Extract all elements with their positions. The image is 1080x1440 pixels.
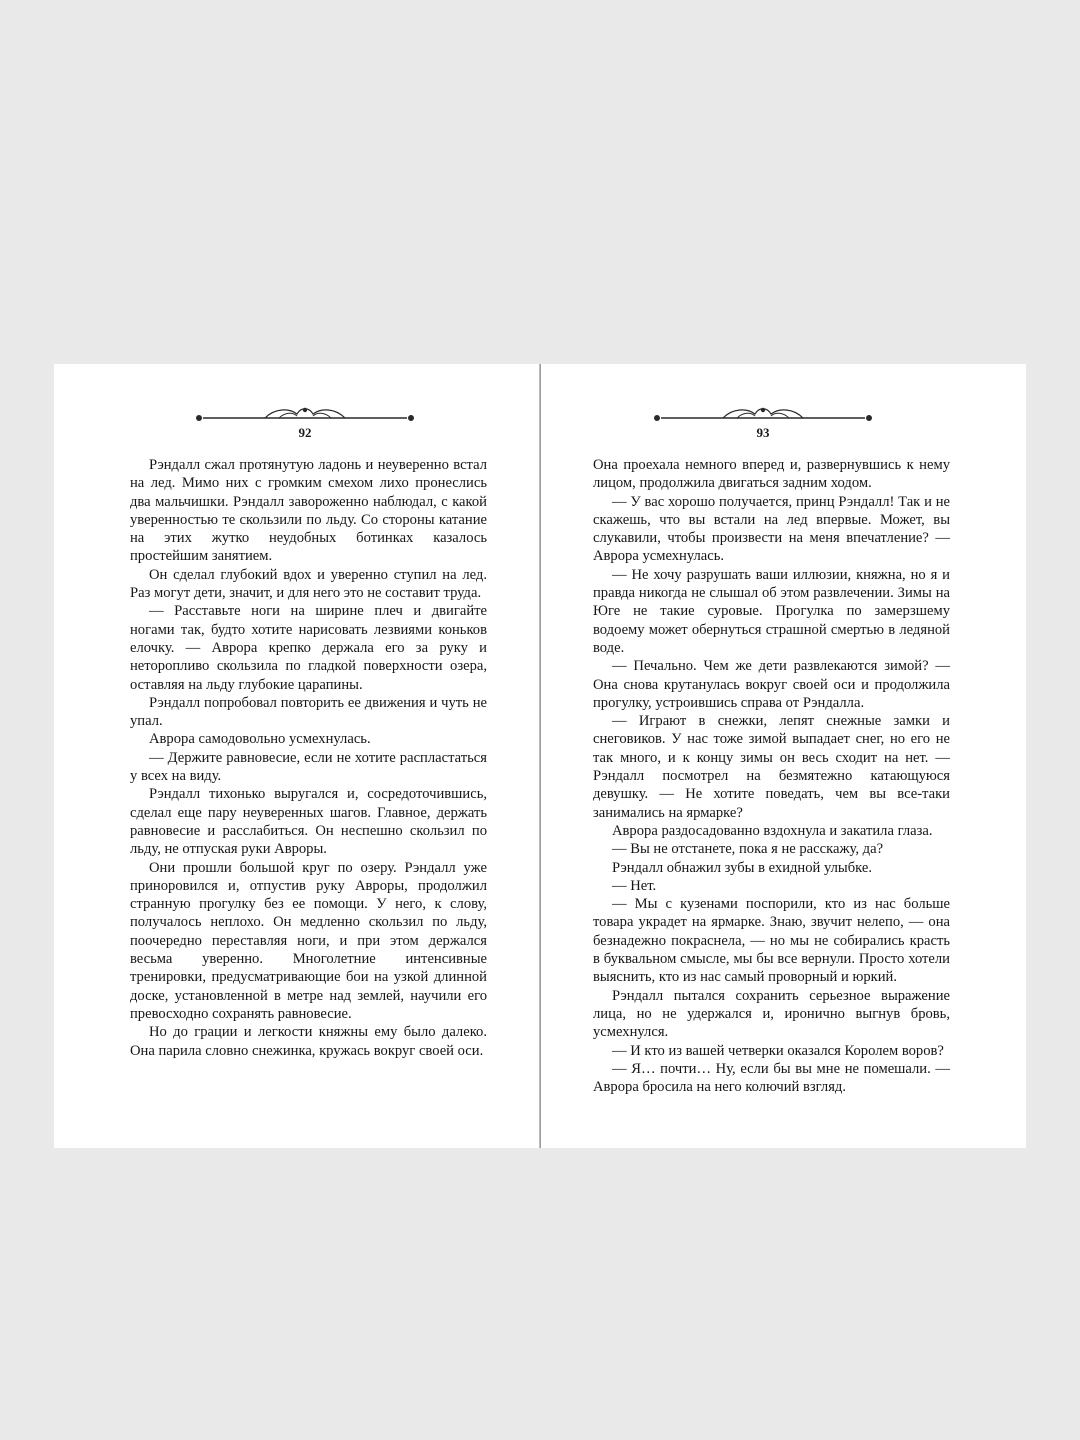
paragraph: — Вы не отстанете, пока я не расскажу, да? [612,841,884,858]
left-page [54,364,539,1148]
paragraph: Аврора самодовольно усмехнулась. [149,731,371,748]
page-number: 92 [298,425,312,440]
page-number: 93 [756,425,770,440]
paragraph: — Печально. Чем же дети развлекаются зимой? — Она снова крутанулась вокруг своей оси и продолжила прогулку, устроившись справа от Рэндалла. [593,658,950,711]
paragraph: Рэндалл обнажил зубы в ехидной улыбке. [612,859,873,876]
ornament-divider-icon [193,404,417,426]
paragraph: Рэндалл тихонько выругался и, сосредоточившись, сделал еще пару неуверенных шагов. Главное, держать равновесие и расслабиться. Он неспешно скользил по льду, не отпуская руки Авроры. [130,786,487,858]
right-page [541,364,1026,1148]
paragraph: Аврора раздосадованно вздохнула и закатила глаза. [612,822,933,839]
paragraph: Рэндалл сжал протянутую ладонь и неуверенно встал на лед. Мимо них с громким смехом лихо пронеслись два мальчишки. Рэндалл завороженно наблюдал, с какой уверенностью те скользили по льду. Со стороны катание на этих жутко неудобных ботинках казалось простейшим занятием. [130,457,487,565]
paragraph: Рэндалл попробовал повторить ее движения и чуть не упал. [130,694,487,730]
paragraph: Но до грации и легкости княжны ему было далеко. Она парила словно снежинка, кружась вокруг своей оси. [130,1024,487,1059]
paragraph: Они прошли большой круг по озеру. Рэндалл уже приноровился и, отпустив руку Авроры, продолжил странную прогулку без ее помощи. У него, к слову, получалось неплохо. Он медленно скользил по льду, поочередно переставляя ноги, и при этом держался весьма уверенно. Многолетние интенсивные тренировки, предусматривающие бои на узкой длинной доске, установленной в метре над землей, научили его превосходно сохранять равновесие. [130,859,487,1022]
paragraph: Она проехала немного вперед и, развернувшись к нему лицом, продолжила двигаться задним ходом. [593,457,950,492]
paragraph: — Держите равновесие, если не хотите распластаться у всех на виду. [130,749,487,785]
right-page-text [593,456,950,1096]
paragraph: — Не хочу разрушать ваши иллюзии, княжна, но я и правда никогда не слышал об этом развлечении. Зимы на Юге не такие суровые. Прогулка по замерзшему водоему может обернуться страшной смертью в ледяной воде. [593,566,950,656]
paragraph: — Нет. [612,877,657,894]
paragraph: — У вас хорошо получается, принц Рэндалл! Так и не скажешь, что вы встали на лед впервые. Может, вы слукавили, чтобы произвести на меня впечатление? — Аврора усмехнулась. [593,493,950,565]
paragraph: — Расставьте ноги на ширине плеч и двигайте ногами так, будто хотите нарисовать лезвиями коньков елочку. — Аврора крепко держала его за руку и неторопливо скользила по гладкой поверхности озера, оставляя на льду глубокие царапины. [130,603,487,693]
paragraph: Он сделал глубокий вдох и уверенно ступил на лед. Раз могут дети, значит, и для него это не составит труда. [130,566,487,602]
paragraph: — Мы с кузенами поспорили, кто из нас больше товара украдет на ярмарке. Знаю, звучит нелепо, — она безнадежно покраснела, — но мы не собирались красть в буквальном смысле, мы бы все вернули. Просто хотели выяснить, кто из нас самый проворный и юркий. [593,896,950,986]
paragraph: — Я… почти… Ну, если бы вы мне не помешали. — Аврора бросила на него колючий взгляд. [593,1060,950,1096]
left-page-text [130,456,487,1060]
paragraph: Рэндалл пытался сохранить серьезное выражение лица, но не удержался и, иронично выгнув бровь, усмехнулся. [593,987,950,1041]
book-spread [54,364,1026,1148]
paragraph: — Играют в снежки, лепят снежные замки и снеговиков. У нас тоже зимой выпадает снег, но его не так много, и к концу зимы он весь сходит на нет. — Рэндалл посмотрел на безмятежно катающуюся девушку. — Не хотите поведать, чем вы все-таки занимались на ярмарке? [593,713,950,821]
ornament-divider-icon [651,404,875,426]
paragraph: — И кто из вашей четверки оказался Королем воров? [612,1042,944,1059]
